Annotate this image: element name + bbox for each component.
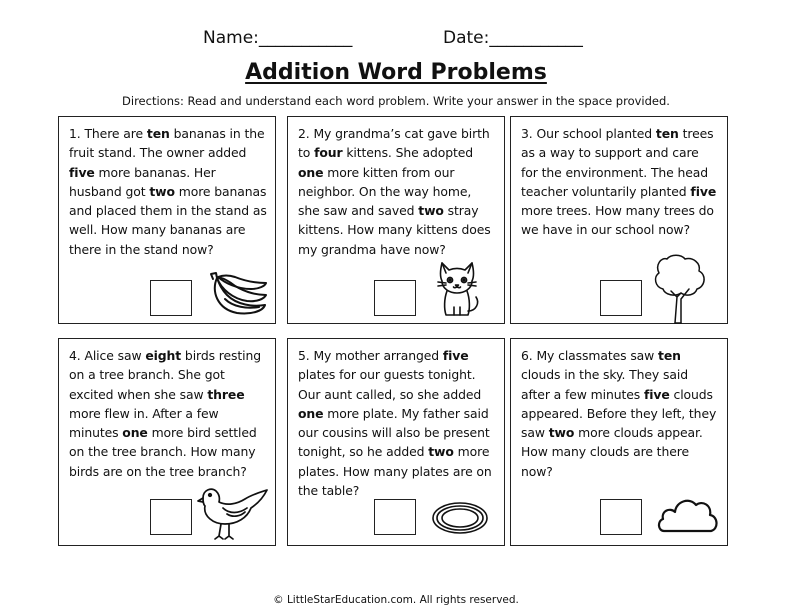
problem-text: 5. My mother arranged five plates for our guests tonight. Our aunt called, so she added one more plate. My father said our cousins will also be present tonight, so he added two more plates. How many plates are on the table? [298,348,492,499]
problem-card-2 [287,116,505,324]
answer-box[interactable] [600,280,642,316]
problem-card-3 [510,116,728,324]
keyword-number: two [428,444,454,460]
date-field[interactable]: Date:___________ [443,28,583,48]
keyword-number: one [298,405,324,421]
answer-box[interactable] [150,499,192,535]
keyword-number: one [122,425,148,441]
keyword-number: eight [145,348,182,363]
keyword-number: five [643,386,670,402]
keyword-number: one [298,164,324,180]
banana-icon [207,269,269,317]
page-title: Addition Word Problems [245,60,547,85]
copyright-footer: © LittleStarEducation.com. All rights reserved. [273,594,519,606]
keyword-number: ten [146,126,170,141]
keyword-number: four [314,145,343,161]
keyword-number: three [207,386,245,402]
keyword-number: five [690,183,717,199]
tree-icon [651,253,709,325]
directions: Directions: Read and understand each word problem. Write your answer in the space provided. [122,94,670,108]
answer-box[interactable] [600,499,642,535]
name-field[interactable]: Name:___________ [203,28,353,48]
problem-text: 3. Our school planted ten trees as a way to support and care for the environment. The head teacher voluntarily planted five more trees. How many trees do we have in our school now? [521,126,717,238]
bird-icon [197,484,269,542]
problem-text: 2. My grandma’s cat gave birth to four kittens. She adopted one more kitten from our neighbor. On the way home, she saw and saved two stray kittens. How many kittens does my grandma have now? [298,126,491,257]
keyword-number: ten [658,348,681,363]
problem-text: 6. My classmates saw ten clouds in the sky. They said after a few minutes five clouds appeared. Before they left, they saw two more clouds appear. How many clouds are there now? [521,348,717,479]
keyword-number: five [69,164,95,180]
answer-box[interactable] [374,499,416,535]
problem-text: 1. There are ten bananas in the fruit stand. The owner added five more bananas. Her husband got two more bananas and placed them in the stand as well. How many bananas are there in the stand now? [69,126,267,257]
keyword-number: ten [655,126,679,141]
plate-icon [431,501,489,535]
cloud-icon [656,491,720,535]
cat-icon [432,257,482,319]
header [0,26,792,54]
answer-box[interactable] [374,280,416,316]
keyword-number: two [548,425,575,441]
answer-box[interactable] [150,280,192,316]
problem-text: 4. Alice saw eight birds resting on a tree branch. She got excited when she saw three more flew in. After a few minutes one more bird settled on the tree branch. How many birds are on the tree branch? [69,348,261,479]
problem-card-1 [58,116,276,324]
problem-card-6 [510,338,728,546]
keyword-number: two [149,183,175,199]
problem-card-5 [287,338,505,546]
keyword-number: two [418,203,444,219]
problem-card-4 [58,338,276,546]
keyword-number: five [442,348,469,363]
